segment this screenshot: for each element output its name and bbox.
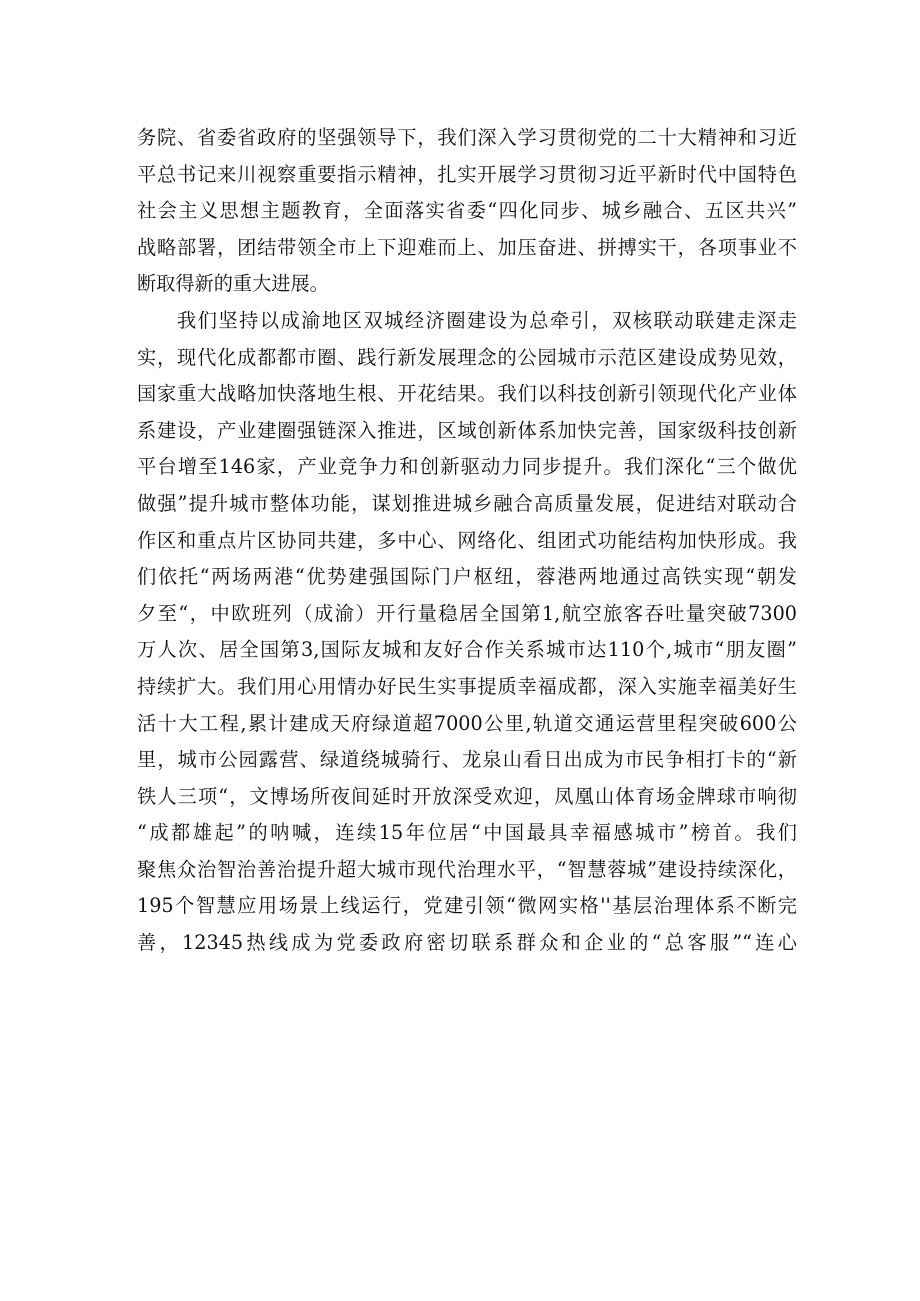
text-line: 我们坚持以成渝地区双城经济圈建设为总牵引，双核联动联建走深走: [177, 308, 797, 332]
text-line: 务院、省委省政府的坚强领导下，我们深入学习贯彻党的二十大精神和习近: [137, 126, 797, 149]
text-line: 万人次、居全国第3,国际友城和友好合作关系城市达110个,城市“朋友圈”: [137, 638, 797, 662]
text-line: 们依托“两场两港“优势建强国际门户枢纽，蓉港两地通过高铁实现“朝发: [137, 565, 797, 589]
text-line: 活十大工程,累计建成天府绿道超7000公里,轨道交通运营里程突破600公: [137, 711, 797, 735]
text-line: 社会主义思想主题教育，全面落实省委“四化同步、城乡融合、五区共兴”: [137, 199, 797, 223]
text-line: 战略部署，团结带领全市上下迎难而上、加压奋进、拼搏实干，各项事业不: [137, 235, 797, 259]
text-line: 善，12345热线成为党委政府密切联系群众和企业的“总客服”“连心: [137, 931, 797, 955]
text-line: 做强”提升城市整体功能，谋划推进城乡融合高质量发展，促进结对联动合: [137, 491, 797, 515]
text-line: 聚焦众治智治善治提升超大城市现代治理水平，“智慧蓉城”建设持续深化，: [137, 857, 797, 881]
text-line: 实，现代化成都都市圈、践行新发展理念的公园城市示范区建设成势见效，: [137, 345, 797, 369]
paragraph-1: [137, 120, 797, 303]
paragraph-2: [137, 303, 797, 962]
text-line: 断取得新的重大进展。: [137, 272, 329, 296]
text-line: “成都雄起”的呐喊，连续15年位居“中国最具幸福感城市”榜首。我们: [137, 821, 797, 845]
text-line: 作区和重点片区协同共建，多中心、网络化、组团式功能结构加快形成。我: [137, 528, 797, 552]
text-line: 持续扩大。我们用心用情办好民生实事提质幸福成都，深入实施幸福美好生: [137, 674, 797, 698]
text-line: 铁人三项“，文博场所夜间延时开放深受欢迎，凤凰山体育场金牌球市响彻: [137, 784, 797, 808]
text-line: 195个智慧应用场景上线运行，党建引领“微网实格''基层治理体系不断完: [137, 894, 797, 918]
text-line: 国家重大战略加快落地生根、开花结果。我们以科技创新引领现代化产业体: [137, 382, 797, 406]
text-line: 系建设，产业建圈强链深入推进，区域创新体系加快完善，国家级科技创新: [137, 418, 797, 442]
text-line: 夕至“，中欧班列（成渝）开行量稳居全国第1,航空旅客吞吐量突破7300: [137, 601, 797, 625]
text-line: 平总书记来川视察重要指示精神，扎实开展学习贯彻习近平新时代中国特色: [137, 162, 797, 186]
document-body: [137, 120, 797, 962]
text-line: 平台增至146家，产业竞争力和创新驱动力同步提升。我们深化“三个做优: [137, 455, 797, 479]
text-line: 里，城市公园露营、绿道绕城骑行、龙泉山看日出成为市民争相打卡的“新: [137, 748, 797, 772]
